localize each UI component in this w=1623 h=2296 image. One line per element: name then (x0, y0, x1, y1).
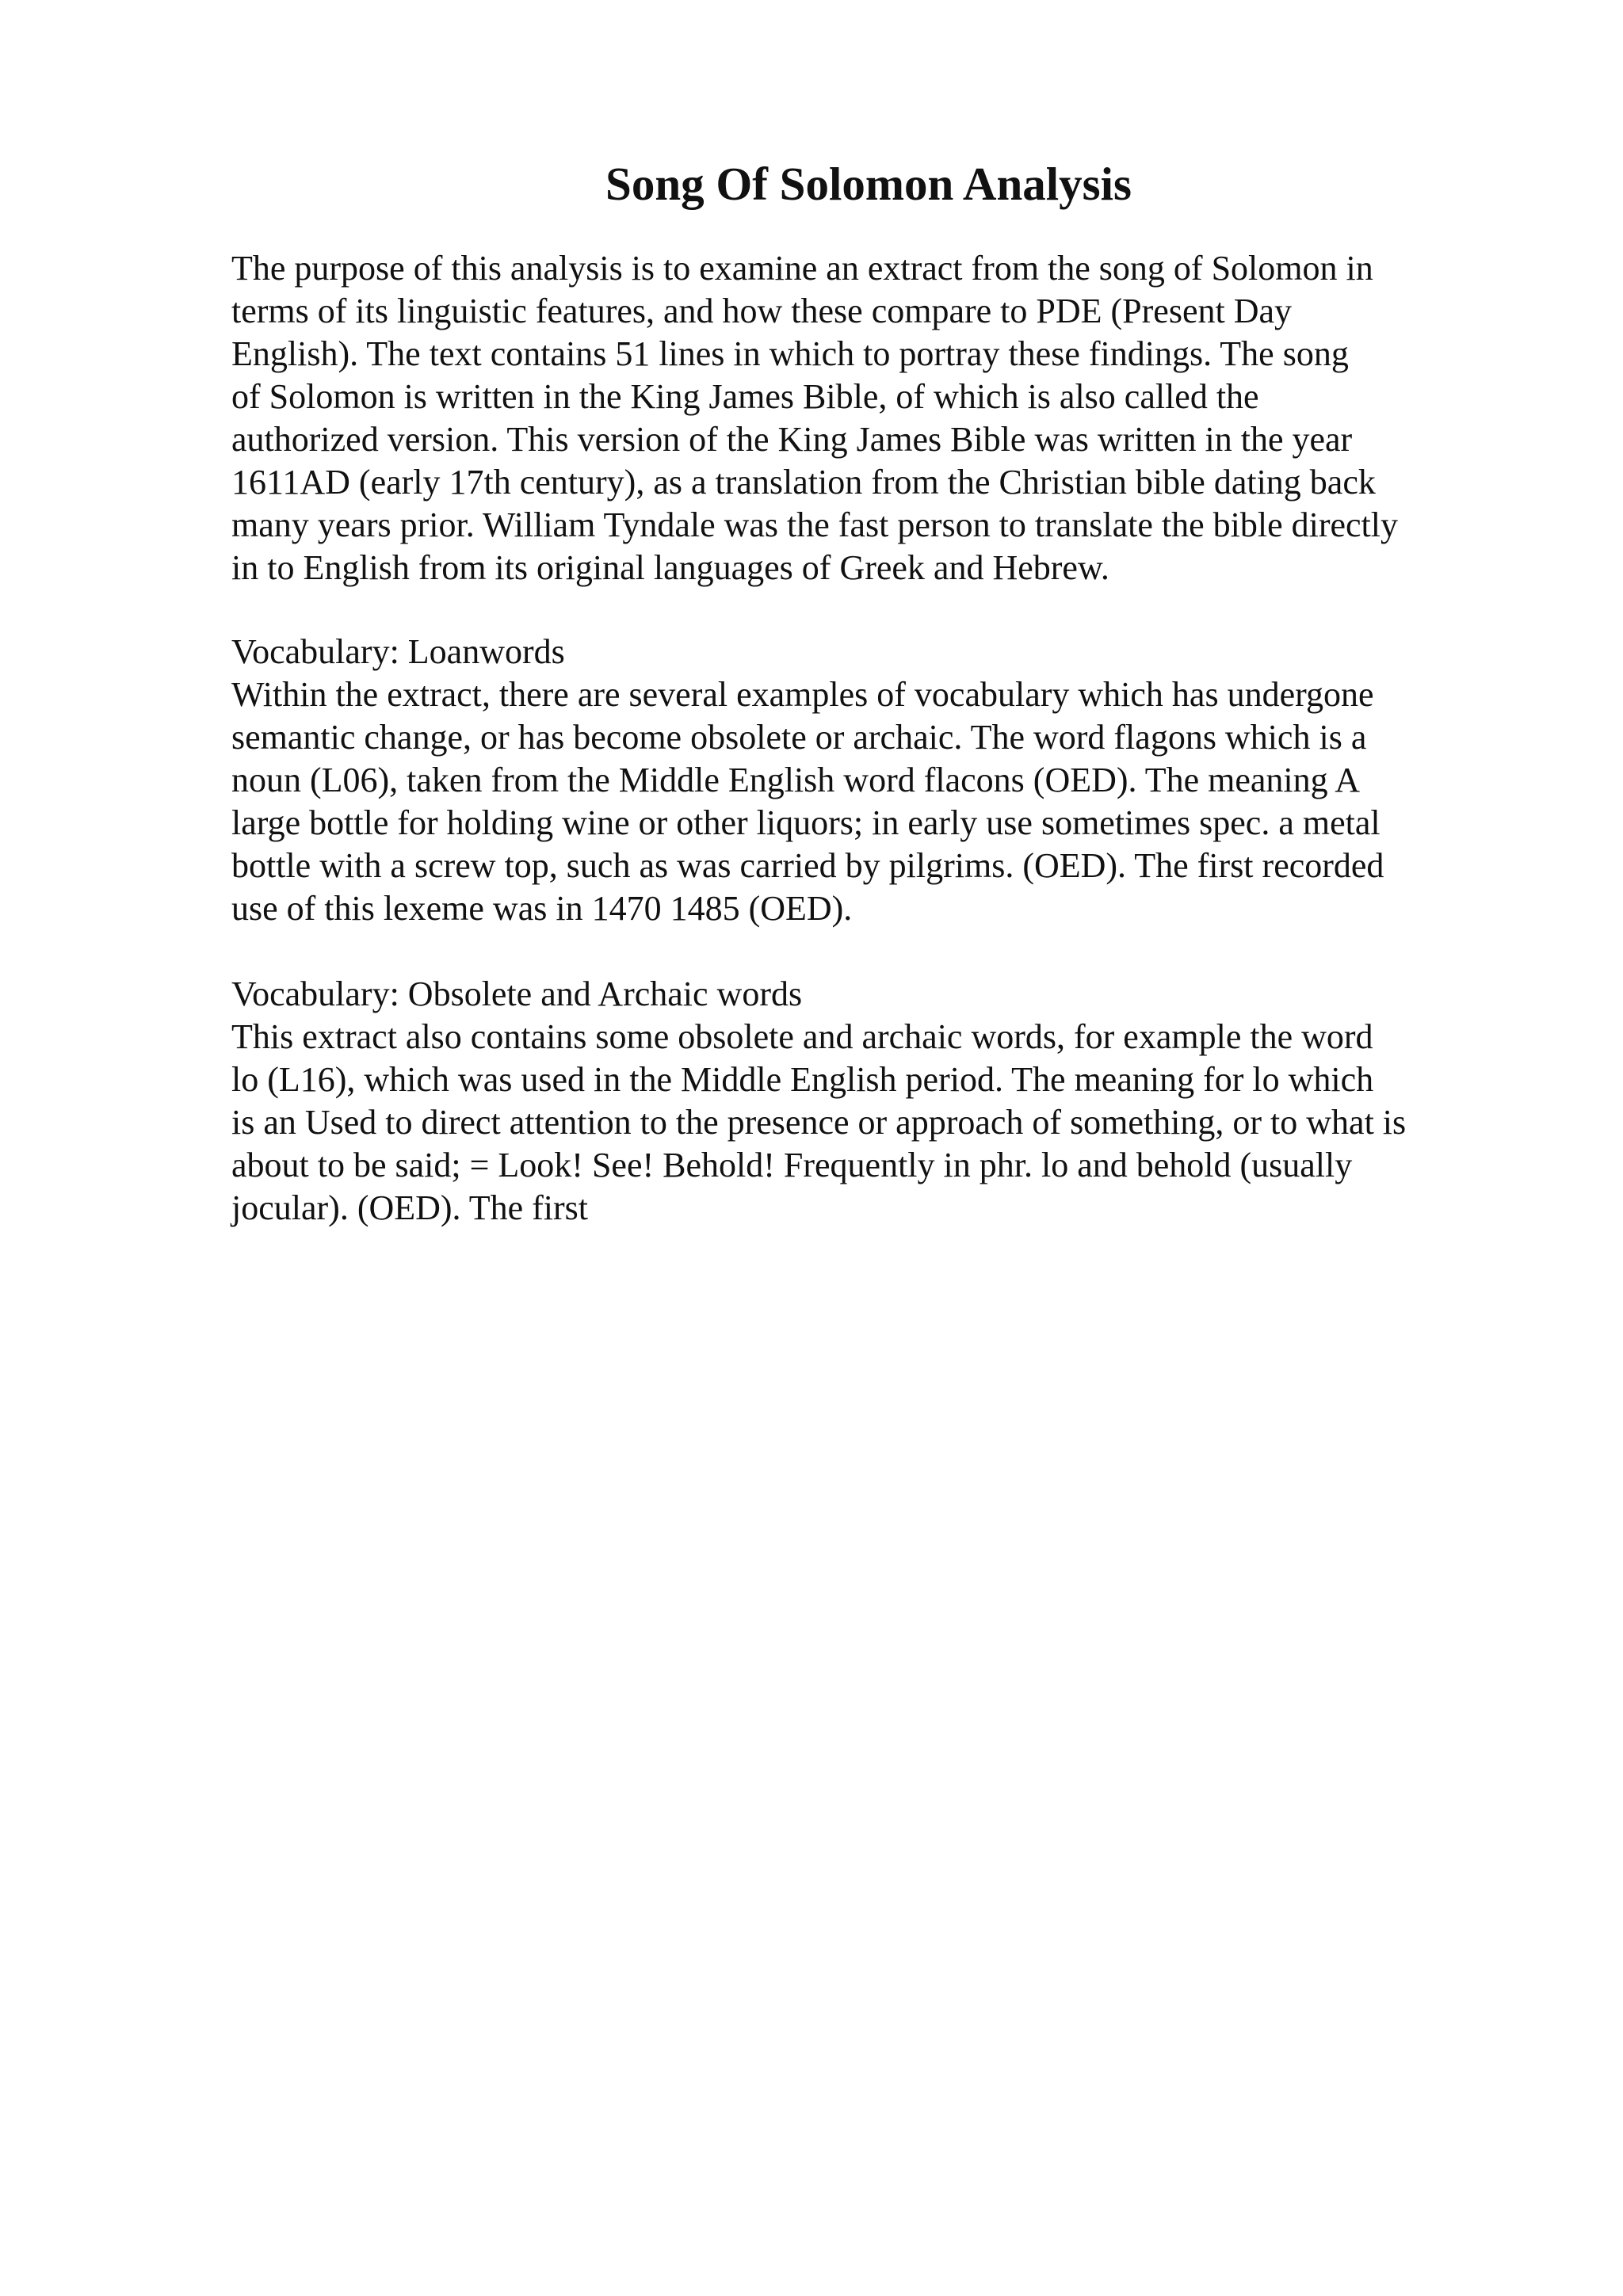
intro-line: many years prior. William Tyndale was the fast person to translate the bible directly (231, 505, 1399, 544)
intro-line: The purpose of this analysis is to examine an extract from the song of Solomon in (231, 249, 1373, 288)
paragraph-line: large bottle for holding wine or other liquors; in early use sometimes spec. a metal (231, 803, 1381, 842)
paragraph-line: Within the extract, there are several examples of vocabulary which has undergone (231, 675, 1374, 714)
intro-line: of Solomon is written in the King James Bible, of which is also called the (231, 377, 1259, 416)
paragraph-line: semantic change, or has become obsolete or archaic. The word flagons which is a (231, 718, 1367, 757)
paragraph-line: This extract also contains some obsolete and archaic words, for example the word (231, 1017, 1373, 1056)
intro-line: terms of its linguistic features, and how these compare to PDE (Present Day (231, 292, 1293, 330)
paragraph-line: noun (L06), taken from the Middle English word flacons (OED). The meaning A (231, 761, 1360, 799)
section-heading: Vocabulary: Obsolete and Archaic words (231, 974, 803, 1013)
paragraph-line: is an Used to direct attention to the presence or approach of something, or to what is (231, 1103, 1407, 1142)
intro-line: in to English from its original languages of Greek and Hebrew. (231, 548, 1109, 587)
paragraph-line: bottle with a screw top, such as was carried by pilgrims. (OED). The first recorded (231, 846, 1384, 885)
section-heading: Vocabulary: Loanwords (231, 632, 565, 671)
document-title: Song Of Solomon Analysis (605, 158, 1132, 210)
paragraph-line: lo (L16), which was used in the Middle English period. The meaning for lo which (231, 1060, 1374, 1099)
paragraph-line: about to be said; = Look! See! Behold! Frequently in phr. lo and behold (usually (231, 1146, 1353, 1184)
intro-line: English). The text contains 51 lines in which to portray these findings. The song (231, 334, 1349, 373)
intro-line: 1611AD (early 17th century), as a translation from the Christian bible dating back (231, 463, 1376, 502)
intro-line: authorized version. This version of the King James Bible was written in the year (231, 420, 1353, 459)
paragraph-line: use of this lexeme was in 1470 1485 (OED). (231, 889, 853, 928)
paragraph-line: jocular). (OED). The first (231, 1188, 589, 1227)
